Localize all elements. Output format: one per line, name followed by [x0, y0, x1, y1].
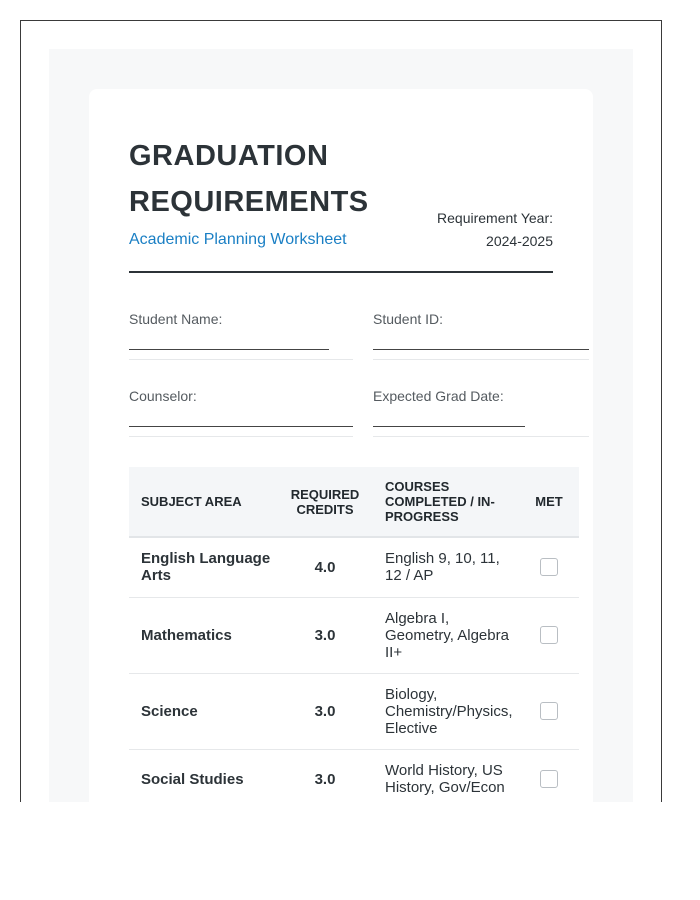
field-divider [373, 359, 589, 360]
field-divider [129, 359, 353, 360]
requirement-year-value: 2024-2025 [486, 233, 553, 249]
grad-date-line[interactable] [373, 426, 525, 427]
table-row [129, 749, 579, 802]
header-courses: COURSES COMPLETED / IN-PROGRESS [373, 467, 519, 537]
met-checkbox[interactable] [540, 770, 558, 788]
header-divider [129, 271, 553, 273]
met-checkbox[interactable] [540, 558, 558, 576]
subject-cell: Social Studies [129, 749, 277, 802]
page-viewport [49, 49, 633, 802]
credits-cell: 4.0 [277, 537, 373, 597]
table-row [129, 537, 579, 597]
student-name-field[interactable] [129, 311, 222, 327]
courses-cell: World History, US History, Gov/Econ [373, 749, 519, 802]
student-id-line[interactable] [373, 349, 589, 350]
student-id-field[interactable] [373, 311, 443, 327]
met-checkbox[interactable] [540, 702, 558, 720]
table-row [129, 597, 579, 673]
courses-cell: Biology, Chemistry/Physics, Elective [373, 673, 519, 749]
header-required-credits: REQUIRED CREDITS [277, 467, 373, 537]
met-cell [519, 673, 579, 749]
field-divider [373, 436, 589, 437]
credits-cell: 3.0 [277, 673, 373, 749]
table-row [129, 673, 579, 749]
table-header-row [129, 467, 579, 537]
courses-cell: English 9, 10, 11, 12 / AP [373, 537, 519, 597]
grad-date-label: Expected Grad Date: [373, 388, 504, 404]
student-name-line[interactable] [129, 349, 329, 350]
counselor-field[interactable] [129, 388, 197, 404]
requirement-year-label: Requirement Year: [437, 210, 553, 226]
subject-cell: English Language Arts [129, 537, 277, 597]
counselor-line[interactable] [129, 426, 353, 427]
courses-cell: Algebra I, Geometry, Algebra II+ [373, 597, 519, 673]
met-cell [519, 537, 579, 597]
met-cell [519, 597, 579, 673]
student-name-label: Student Name: [129, 311, 223, 327]
requirement-year [437, 207, 553, 253]
page-title: GRADUATION REQUIREMENTS [129, 140, 369, 218]
counselor-label: Counselor: [129, 388, 197, 404]
requirements-table [129, 467, 579, 802]
grad-date-field[interactable] [373, 388, 504, 404]
worksheet-card [89, 89, 593, 802]
document-frame [20, 20, 662, 802]
credits-cell: 3.0 [277, 597, 373, 673]
credits-cell: 3.0 [277, 749, 373, 802]
met-cell [519, 749, 579, 802]
worksheet-header [129, 133, 553, 273]
header-subject-area: SUBJECT AREA [129, 467, 277, 537]
page-subtitle: Academic Planning Worksheet [129, 231, 347, 248]
field-divider [129, 436, 353, 437]
student-id-label: Student ID: [373, 311, 444, 327]
met-checkbox[interactable] [540, 626, 558, 644]
subject-cell: Science [129, 673, 277, 749]
header-met: MET [519, 467, 579, 537]
subject-cell: Mathematics [129, 597, 277, 673]
